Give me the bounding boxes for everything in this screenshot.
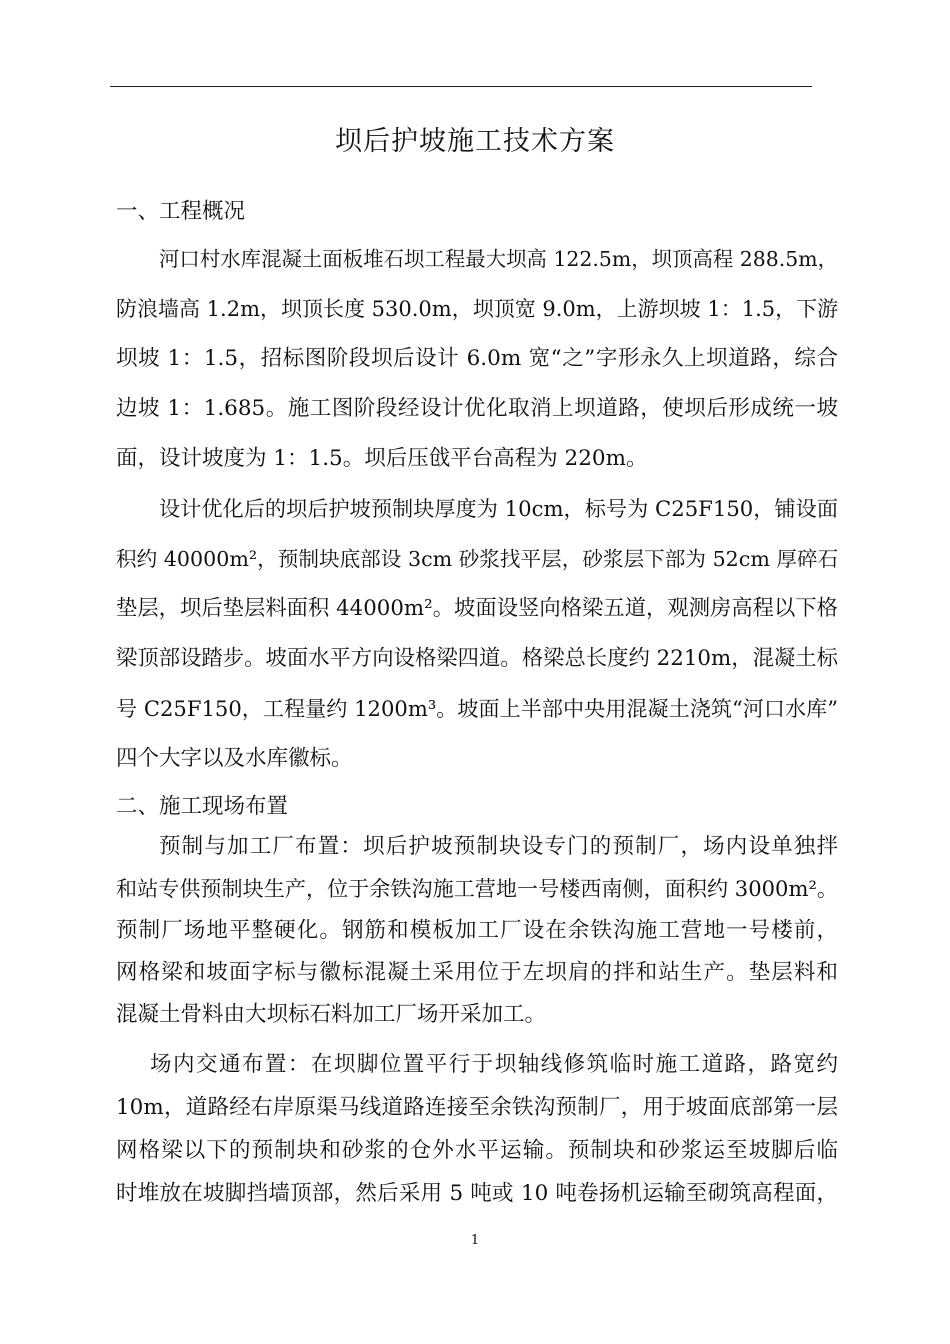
paragraph-line: 网格梁以下的预制块和砂浆的仓外水平运输。预制块和砂浆运至坡脚后临 <box>116 1138 838 1163</box>
page-number: 1 <box>470 1233 480 1248</box>
paragraph-line: 防浪墙高 1.2m，坝顶长度 530.0m，坝顶宽 9.0m，上游坝坡 1：1.5，下游 <box>116 297 839 321</box>
paragraph-line: 10m，道路经右岸原渠马线道路连接至余铁沟预制厂，用于坡面底部第一层 <box>116 1095 838 1120</box>
paragraph-line: 预制厂场地平整硬化。钢筋和模板加工厂设在余铁沟施工营地一号楼前， <box>116 918 838 943</box>
header-rule <box>110 86 812 87</box>
document-title: 坝后护坡施工技术方案 <box>335 126 615 157</box>
paragraph-line: 积约 40000m²，预制块底部设 3cm 砂浆找平层，砂浆层下部为 52cm 厚碎石 <box>116 547 839 571</box>
paragraph-line: 面，设计坡度为 1：1.5。坝后压戗平台高程为 220m。 <box>116 446 648 471</box>
paragraph-line: 边坡 1：1.685。施工图阶段经设计优化取消上坝道路，使坝后形成统一坡 <box>116 396 838 421</box>
section-heading-site-layout: 二、施工现场布置 <box>116 794 289 819</box>
paragraph-line: 坝坡 1：1.5，招标图阶段坝后设计 6.0m 宽“之”字形永久上坝道路，综合 <box>116 346 838 371</box>
paragraph-line: 梁顶部设踏步。坡面水平方向设格梁四道。格梁总长度约 2210m，混凝土标 <box>116 646 838 671</box>
paragraph-line: 河口村水库混凝土面板堆石坝工程最大坝高 122.5m，坝顶高程 288.5m， <box>159 247 838 271</box>
paragraph-line: 混凝土骨料由大坝标石料加工厂场开采加工。 <box>116 1002 547 1027</box>
paragraph-line: 号 C25F150，工程量约 1200m³。坡面上半部中央用混凝土浇筑“河口水库” <box>116 696 838 721</box>
paragraph-line: 预制与加工厂布置：坝后护坡预制块设专门的预制厂，场内设单独拌 <box>159 834 838 859</box>
paragraph-line: 垫层，坝后垫层料面积 44000m²。坡面设竖向格梁五道，观测房高程以下格 <box>116 596 838 621</box>
paragraph-line: 时堆放在坡脚挡墙顶部，然后采用 5 吨或 10 吨卷扬机运输至砌筑高程面， <box>116 1181 838 1206</box>
paragraph-line: 设计优化后的坝后护坡预制块厚度为 10cm，标号为 C25F150，铺设面 <box>159 496 838 521</box>
paragraph-line: 四个大字以及水库徽标。 <box>116 746 353 771</box>
section-heading-overview: 一、工程概况 <box>116 199 246 224</box>
paragraph-line: 和站专供预制块生产，位于余铁沟施工营地一号楼西南侧，面积约 3000m²。 <box>116 876 838 901</box>
paragraph-line: 网格梁和坡面字标与徽标混凝土采用位于左坝肩的拌和站生产。垫层料和 <box>116 960 838 985</box>
paragraph-line: 场内交通布置：在坝脚位置平行于坝轴线修筑临时施工道路，路宽约 <box>150 1052 838 1077</box>
